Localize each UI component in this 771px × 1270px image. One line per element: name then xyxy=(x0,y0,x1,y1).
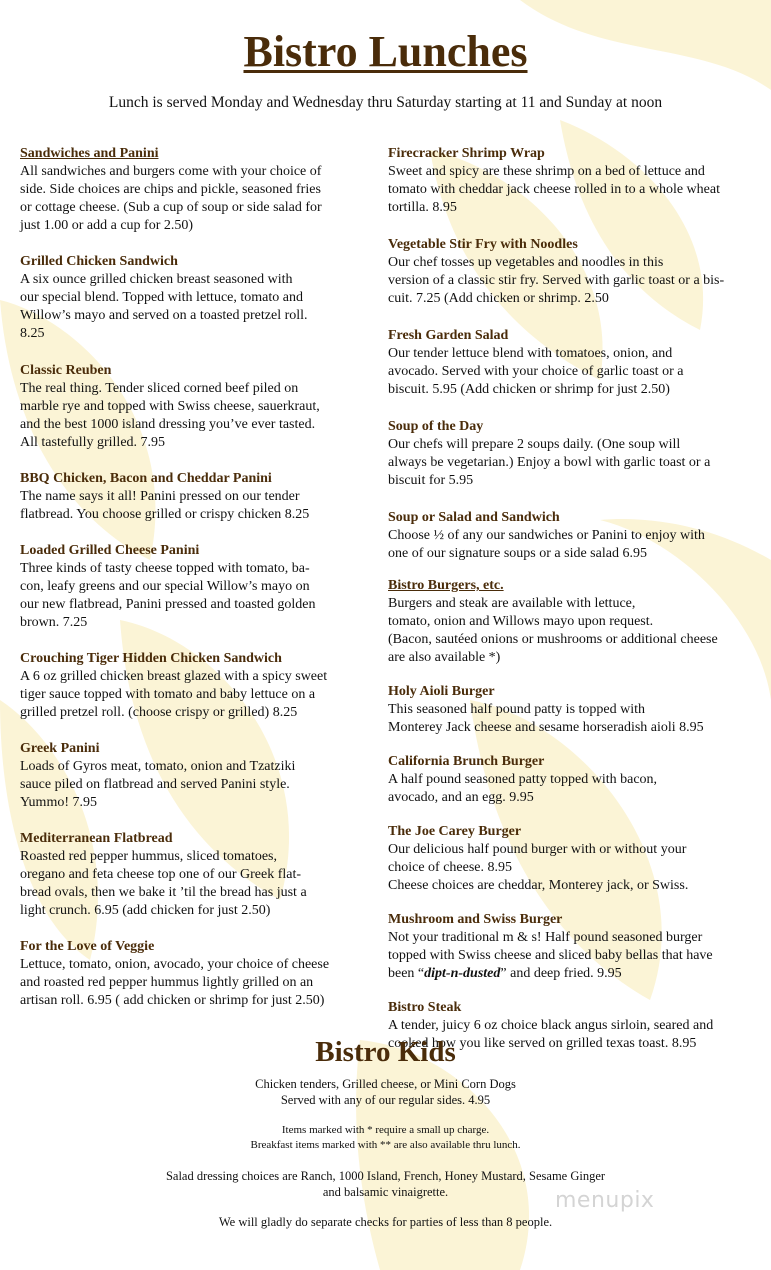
item-description-line: Our chefs will prepare 2 soups daily. (One soup will xyxy=(388,437,681,452)
menu-item-loaded-grilled-cheese-panini xyxy=(20,542,370,632)
item-description-line: Our tender lettuce blend with tomatoes, onion, and xyxy=(388,346,673,361)
item-description-line: or cottage cheese. (Sub a cup of soup or side salad for xyxy=(20,200,322,215)
item-name: Fresh Garden Salad xyxy=(388,328,509,343)
menu-item-crouching-tiger-hidden-chicken-sandwich xyxy=(20,650,370,722)
item-description-line: light crunch. 6.95 (add chicken for just 2.50) xyxy=(20,903,271,918)
item-description-line: our new flatbread, Panini pressed and toasted golden xyxy=(20,597,316,612)
menu-item-soup-or-salad-and-sandwich xyxy=(388,509,760,563)
upcharge-notes xyxy=(0,1123,771,1153)
page-title: Bistro Lunches xyxy=(243,27,528,76)
item-description-line: side. Side choices are chips and pickle, seasoned fries xyxy=(20,182,321,197)
item-description-line: tortilla. 8.95 xyxy=(388,200,457,215)
item-description-line: and the best 1000 island dressing you’ve ever tasted. xyxy=(20,417,316,432)
item-description-line: Not your traditional m & s! Half pound seasoned burger xyxy=(388,930,703,945)
item-description-line: tomato with cheddar jack cheese rolled in to a whole wheat xyxy=(388,182,720,197)
item-description-line: The name says it all! Panini pressed on our tender xyxy=(20,489,300,504)
note-line: Items marked with * require a small up charge. xyxy=(281,1124,490,1136)
item-name: Holy Aioli Burger xyxy=(388,684,495,699)
item-description-line: biscuit. 5.95 (Add chicken or shrimp for just 2.50) xyxy=(388,382,670,397)
item-description-line: tiger sauce topped with tomato and baby lettuce on a xyxy=(20,687,316,702)
item-description-line: avocado, and an egg. 9.95 xyxy=(388,790,534,805)
item-description-line: grilled pretzel roll. (choose crispy or grilled) 8.25 xyxy=(20,705,298,720)
watermark: menupix xyxy=(555,1188,655,1213)
item-description-line: All sandwiches and burgers come with your choice of xyxy=(20,164,322,179)
menu-item-soup-of-the-day xyxy=(388,418,760,490)
item-name: Classic Reuben xyxy=(20,363,112,378)
menu-item-the-joe-carey-burger xyxy=(388,823,760,895)
item-description-line: cuit. 7.25 (Add chicken or shrimp. 2.50 xyxy=(388,291,609,306)
item-name: Mediterranean Flatbread xyxy=(20,831,173,846)
item-description-line: A six ounce grilled chicken breast seasoned with xyxy=(20,272,293,287)
item-description-line: Yummo! 7.95 xyxy=(20,795,97,810)
item-description-line: artisan roll. 6.95 ( add chicken or shrimp for just 2.50) xyxy=(20,993,325,1008)
item-name: California Brunch Burger xyxy=(388,754,545,769)
menu-item-sandwiches-and-panini xyxy=(20,145,370,235)
item-description-line: always be vegetarian.) Enjoy a bowl with garlic toast or a xyxy=(388,455,711,470)
menu-item-for-the-love-of-veggie xyxy=(20,938,370,1010)
dressing-choices xyxy=(0,1168,771,1200)
kids-section-title: Bistro Kids xyxy=(315,1036,456,1068)
item-description-line: been “dipt-n-dusted” and deep fried. 9.95 xyxy=(388,966,622,981)
item-name: Mushroom and Swiss Burger xyxy=(388,912,563,927)
item-description-line: version of a classic stir fry. Served with garlic toast or a bis- xyxy=(388,273,725,288)
item-name: Bistro Steak xyxy=(388,1000,462,1015)
item-description-line: sauce piled on flatbread and served Panini style. xyxy=(20,777,290,792)
dressing-line: Salad dressing choices are Ranch, 1000 Island, French, Honey Mustard, Sesame Ginger xyxy=(165,1169,606,1183)
menu-item-bistro-burgers-etc xyxy=(388,577,760,667)
item-description-line: Choose ½ of any our sandwiches or Panini to enjoy with xyxy=(388,528,705,543)
left-menu-column xyxy=(20,145,370,1010)
item-description-line: biscuit for 5.95 xyxy=(388,473,474,488)
item-description-line: just 1.00 or add a cup for 2.50) xyxy=(20,218,194,233)
note-line: Breakfast items marked with ** are also available thru lunch. xyxy=(250,1139,521,1151)
menu-item-california-brunch-burger xyxy=(388,753,760,807)
item-description-line: A tender, juicy 6 oz choice black angus sirloin, seared and xyxy=(388,1018,714,1033)
menu-item-classic-reuben xyxy=(20,362,370,452)
item-description-line: A half pound seasoned patty topped with bacon, xyxy=(388,772,658,787)
item-name: The Joe Carey Burger xyxy=(388,824,522,839)
item-description-line: cooked how you like served on grilled texas toast. 8.95 xyxy=(388,1036,697,1051)
item-description-line: our special blend. Topped with lettuce, tomato and xyxy=(20,290,303,305)
right-menu-column xyxy=(388,145,760,1053)
item-name: Crouching Tiger Hidden Chicken Sandwich xyxy=(20,651,282,666)
item-description-line: All tastefully grilled. 7.95 xyxy=(20,435,166,450)
item-description-line: Sweet and spicy are these shrimp on a bed of lettuce and xyxy=(388,164,705,179)
item-description-line: Three kinds of tasty cheese topped with tomato, ba- xyxy=(20,561,310,576)
item-description-line: (Bacon, sautéed onions or mushrooms or additional cheese xyxy=(388,632,718,647)
item-name: Soup of the Day xyxy=(388,419,484,434)
item-description-line: and roasted red pepper hummus lightly grilled on an xyxy=(20,975,314,990)
item-description-line: con, leafy greens and our special Willow’s mayo on xyxy=(20,579,310,594)
item-description-line: one of our signature soups or a side salad 6.95 xyxy=(388,546,647,561)
menu-item-fresh-garden-salad xyxy=(388,327,760,399)
item-description-line: Cheese choices are cheddar, Monterey jack, or Swiss. xyxy=(388,878,689,893)
item-description-line: Burgers and steak are available with lettuce, xyxy=(388,596,636,611)
item-description-line: 8.25 xyxy=(20,326,45,341)
menu-item-greek-panini xyxy=(20,740,370,812)
item-description-line: The real thing. Tender sliced corned beef piled on xyxy=(20,381,299,396)
section-heading: Sandwiches and Panini xyxy=(20,146,159,161)
item-name: Loaded Grilled Cheese Panini xyxy=(20,543,200,558)
item-description-line: bread ovals, then we bake it ’til the bread has just a xyxy=(20,885,307,900)
item-description-line: oregano and feta cheese top one of our Greek flat- xyxy=(20,867,302,882)
item-description-line: tomato, onion and Willows mayo upon request. xyxy=(388,614,654,629)
item-description-line: Lettuce, tomato, onion, avocado, your choice of cheese xyxy=(20,957,330,972)
menu-item-bbq-chicken-bacon-and-cheddar-panini xyxy=(20,470,370,524)
item-name: BBQ Chicken, Bacon and Cheddar Panini xyxy=(20,471,272,486)
menu-item-grilled-chicken-sandwich xyxy=(20,253,370,343)
item-description-line: flatbread. You choose grilled or crispy chicken 8.25 xyxy=(20,507,310,522)
item-description-line: avocado. Served with your choice of garlic toast or a xyxy=(388,364,684,379)
item-description-line: Loads of Gyros meat, tomato, onion and Tzatziki xyxy=(20,759,296,774)
item-description-line: This seasoned half pound patty is topped with xyxy=(388,702,646,717)
item-description-line: are also available *) xyxy=(388,650,501,665)
separate-checks-note: We will gladly do separate checks for parties of less than 8 people. xyxy=(218,1215,553,1229)
item-description-line: Roasted red pepper hummus, sliced tomatoes, xyxy=(20,849,277,864)
item-description-line: choice of cheese. 8.95 xyxy=(388,860,512,875)
item-description-line: Monterey Jack cheese and sesame horseradish aioli 8.95 xyxy=(388,720,704,735)
dressing-line: and balsamic vinaigrette. xyxy=(322,1185,449,1199)
menu-item-mushroom-and-swiss-burger xyxy=(388,911,760,983)
item-description-line: Our chef tosses up vegetables and noodles in this xyxy=(388,255,664,270)
menu-item-holy-aioli-burger xyxy=(388,683,760,737)
item-description-line: A 6 oz grilled chicken breast glazed with a spicy sweet xyxy=(20,669,328,684)
menu-item-firecracker-shrimp-wrap xyxy=(388,145,760,217)
item-description-line: marble rye and topped with Swiss cheese, sauerkraut, xyxy=(20,399,320,414)
item-name: For the Love of Veggie xyxy=(20,939,155,954)
kids-line: Served with any of our regular sides. 4.95 xyxy=(280,1093,491,1107)
kids-description xyxy=(0,1076,771,1108)
item-description-line: brown. 7.25 xyxy=(20,615,88,630)
lunch-hours: Lunch is served Monday and Wednesday thru Saturday starting at 11 and Sunday at noon xyxy=(108,94,663,111)
item-name: Greek Panini xyxy=(20,741,100,756)
item-name: Firecracker Shrimp Wrap xyxy=(388,146,545,161)
item-name: Grilled Chicken Sandwich xyxy=(20,254,178,269)
item-description-line: topped with Swiss cheese and sliced baby bellas that have xyxy=(388,948,713,963)
item-name: Vegetable Stir Fry with Noodles xyxy=(388,237,578,252)
item-name: Soup or Salad and Sandwich xyxy=(388,510,560,525)
item-description-line: Our delicious half pound burger with or without your xyxy=(388,842,687,857)
section-heading: Bistro Burgers, etc. xyxy=(388,578,504,593)
menu-item-mediterranean-flatbread xyxy=(20,830,370,920)
menu-item-vegetable-stir-fry-with-noodles xyxy=(388,236,760,308)
item-description-line: Willow’s mayo and served on a toasted pretzel roll. xyxy=(20,308,308,323)
emphasis-text: dipt-n-dusted xyxy=(424,966,501,981)
kids-line: Chicken tenders, Grilled cheese, or Mini Corn Dogs xyxy=(255,1077,516,1091)
